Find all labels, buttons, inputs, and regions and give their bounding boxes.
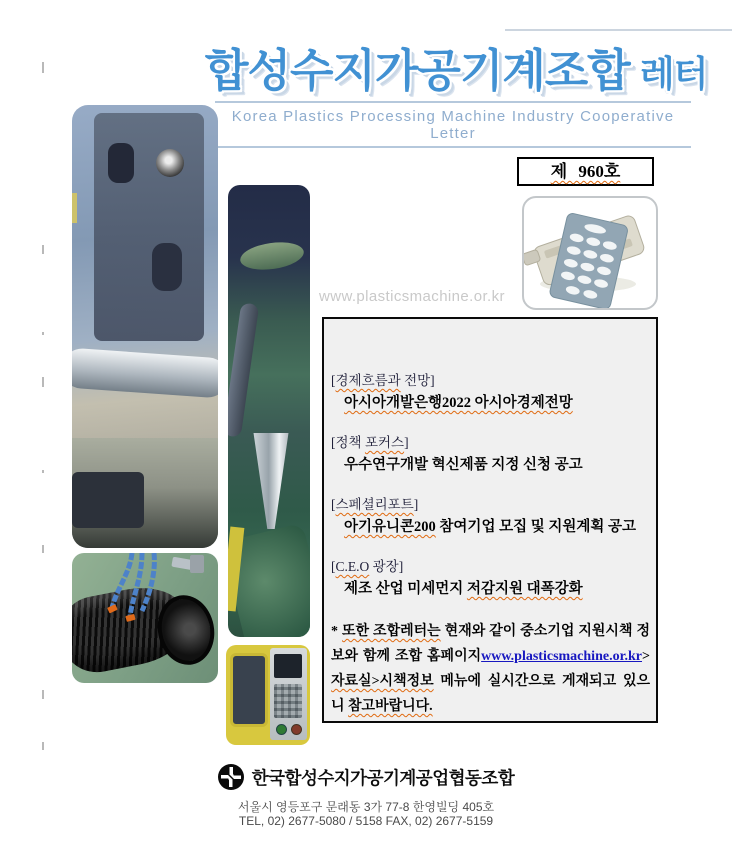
newsletter-note <box>331 619 650 719</box>
scan-mark <box>42 62 44 73</box>
footer-address: 서울시 영등포구 문래동 3가 77-8 한영빌딩 405호 <box>237 800 495 814</box>
machine-base-shape <box>72 438 218 548</box>
machine-cutout-shape <box>108 143 134 183</box>
scan-mark <box>42 332 44 335</box>
note-text: 자료실>시책정보 <box>331 674 434 689</box>
section-title <box>344 455 650 475</box>
title-text: 아기유니콘200 <box>344 519 436 535</box>
photo-machine-control-panel <box>226 645 310 745</box>
category-text: 경제흐름과 <box>335 373 401 388</box>
category-text: 스페셜리포트 <box>335 497 414 512</box>
section-category <box>331 371 650 390</box>
issue-number: 제 960호 <box>550 162 621 181</box>
category-text: C.E.O <box>335 559 370 574</box>
title-text: 우수연구개발 혁신제품 지정 신청 공고 <box>344 457 583 473</box>
scan-mark <box>42 470 44 473</box>
footer <box>0 764 732 828</box>
category-text: ] <box>413 497 419 512</box>
panel-keypad-shape <box>274 684 302 718</box>
machine-window-shape <box>230 653 268 727</box>
tie-bar-cylinder-shape <box>72 347 218 398</box>
newsletter-subtitle: Korea Plastics Processing Machine Industry Cooperative Letter <box>215 101 691 148</box>
title-text: 저감지원 대폭강화 <box>466 581 583 597</box>
note-text: 또한 조합레터는 <box>342 624 441 639</box>
category-text: ] <box>404 435 409 450</box>
organization-name: 한국합성수지가공기계공업협동조합 <box>251 767 515 788</box>
machine-plate-shape <box>94 113 204 341</box>
coolant-hoses-graphic <box>72 553 218 683</box>
hopper-cone-shape <box>248 433 294 529</box>
photo-injection-molding-machine <box>72 105 218 548</box>
footer-phone: TEL, 02) 2677-5080 / 5158 FAX, 02) 2677-5159 <box>238 814 494 828</box>
note-text: 참고바랍니다. <box>348 699 433 714</box>
yellow-edge-strip <box>72 193 77 223</box>
homepage-link[interactable]: www.plasticsmachine.or.kr <box>481 649 643 664</box>
panel-button-green <box>276 724 287 735</box>
title-text: 참여기업 모집 및 지원계획 공고 <box>435 519 637 535</box>
section-title <box>344 393 650 413</box>
section-category <box>331 495 650 514</box>
newsletter-logo <box>205 34 708 98</box>
category-text: [ <box>331 497 336 512</box>
section-category <box>331 557 650 576</box>
photo-hopper-dryer-machine <box>228 185 310 637</box>
hex-bolt-shape <box>156 149 184 177</box>
control-panel-shape <box>270 648 307 740</box>
hopper-lid-shape <box>239 239 306 274</box>
issue-number-box <box>517 157 654 186</box>
title-text: 제조 산업 미세먼지 <box>344 581 467 597</box>
logo-sub-text: 레터 <box>639 53 708 94</box>
website-watermark: www.plasticsmachine.or.kr <box>319 288 505 305</box>
panel-button-red <box>291 724 302 735</box>
note-text: 현재와 같이 중소기업 지원시책 정보와 함께 조합 홈페이지 <box>331 624 650 664</box>
hose-shape <box>228 302 259 437</box>
machine-cutout-shape <box>152 243 182 291</box>
category-text: 광장] <box>369 559 404 574</box>
category-text: [ <box>331 373 336 388</box>
category-text: [정책 <box>331 435 365 450</box>
machine-block-shape <box>72 472 144 528</box>
top-rule <box>505 29 732 31</box>
note-text: 메뉴에 실시간으로 게재되고 있으니 <box>331 674 650 714</box>
scan-mark <box>42 245 44 254</box>
category-text: 전망] <box>400 373 435 388</box>
organization-row <box>218 764 514 790</box>
panel-screen-shape <box>274 654 302 678</box>
section-title <box>344 517 650 537</box>
photo-molded-phone-case-parts <box>522 196 658 310</box>
note-text: * <box>331 624 342 639</box>
title-text: 아시아개발은행2022 아시아경제전망 <box>344 395 573 411</box>
section-title <box>344 579 650 599</box>
section-category <box>331 433 650 452</box>
kbiz-logo-icon <box>218 764 244 790</box>
scan-mark <box>42 742 44 750</box>
category-text: 포커스 <box>364 435 405 450</box>
note-text: > <box>642 649 650 664</box>
photo-corrugated-pipe-extrusion <box>72 553 218 683</box>
phone-case-parts-graphic <box>524 198 656 308</box>
scan-mark <box>42 377 44 387</box>
scan-mark <box>42 690 44 699</box>
contents-box <box>322 317 658 723</box>
scan-mark <box>42 545 44 553</box>
category-text: [ <box>331 559 336 574</box>
logo-main-text: 합성수지가공기계조합 <box>205 45 630 96</box>
